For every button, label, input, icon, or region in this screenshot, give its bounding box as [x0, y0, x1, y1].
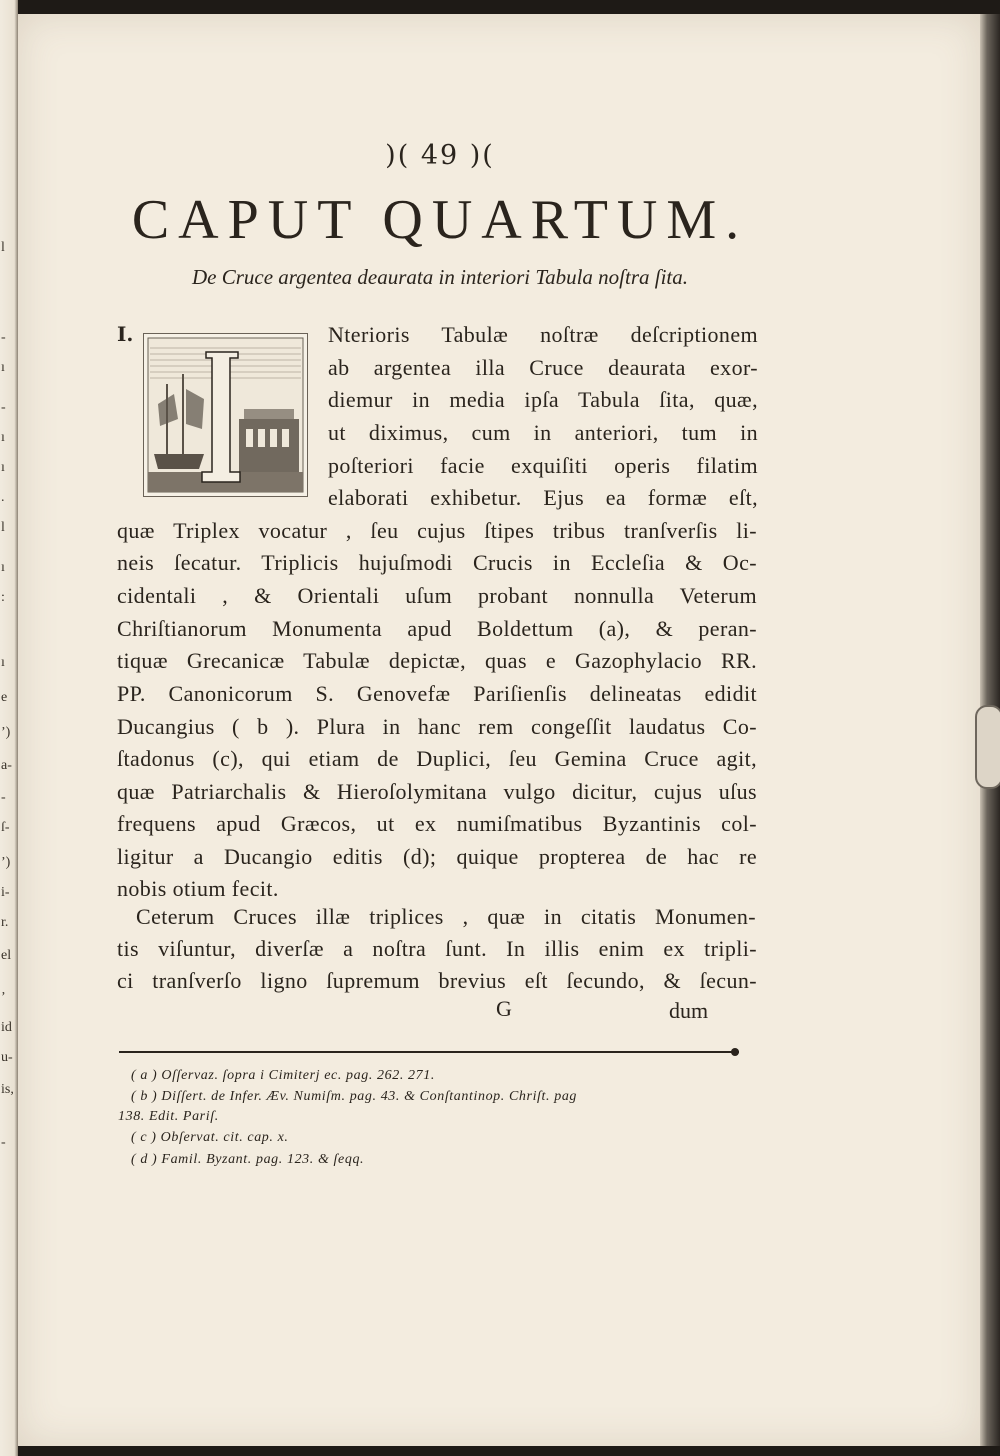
margin-mark: ı [1, 655, 5, 670]
body-line: quæ Patriarchalis & Hieroſolymitana vulgo dicitur, cujus uſus [117, 779, 757, 804]
body-line: cidentali , & Orientali uſum probant nonnulla Veterum [117, 583, 757, 608]
body-line: tis viſuntur, diverſæ a noſtra ſunt. In illis enim ex tripli- [117, 936, 757, 961]
page-number: )( 49 )( [385, 140, 495, 171]
margin-mark: u- [1, 1050, 13, 1065]
margin-mark: ʼ [1, 990, 6, 1005]
body-line: PP. Canonicorum S. Genovefæ Pariſienſis delineatas edidit [117, 681, 757, 706]
margin-mark: - [1, 1135, 6, 1150]
body-line: elaborati exhibetur. Ejus ea formæ eſt, [328, 485, 758, 510]
body-line: poſteriori facie exquiſiti operis filatim [328, 453, 758, 478]
margin-mark: - [1, 400, 6, 415]
margin-mark: id [1, 1020, 12, 1035]
body-line: Chriſtianorum Monumenta apud Boldettum (a), & peran- [117, 616, 757, 641]
body-line: ſtadonus (c), qui etiam de Duplici, ſeu Gemina Cruce agit, [117, 746, 757, 771]
body-line: nobis otium fecit. [117, 876, 279, 901]
body-line: Nterioris Tabulæ noſtræ deſcriptionem [328, 322, 758, 347]
body-line: ligitur a Ducangio editis (d); quique propterea de hac re [117, 844, 757, 869]
margin-mark: - [1, 790, 6, 805]
footnote-line: ( d ) Famil. Byzant. pag. 123. & ſeqq. [131, 1152, 365, 1167]
section-number: I. [117, 322, 134, 346]
chapter-title: CAPUT QUARTUM. [131, 189, 749, 251]
body-line: quæ Triplex vocatur , ſeu cujus ſtipes tribus tranſverſis li- [117, 518, 757, 543]
body-line: ut diximus, cum in anteriori, tum in [328, 420, 758, 445]
margin-mark: ı [1, 360, 5, 375]
engraved-ship-illustration [144, 334, 307, 496]
footnote-rule-end [731, 1048, 739, 1056]
margin-mark: ʼ) [1, 725, 11, 740]
body-line: Ducangius ( b ). Plura in hanc rem congeſſit laudatus Co- [117, 714, 757, 739]
margin-mark: ſ- [1, 820, 10, 835]
margin-mark: - [1, 330, 6, 345]
body-line: tiquæ Grecanicæ Tabulæ depictæ, quas e Gazophylacio RR. [117, 648, 757, 673]
margin-mark: l [1, 240, 5, 255]
margin-mark: i- [1, 885, 10, 900]
footnote-line: ( c ) Obſervat. cit. cap. x. [131, 1130, 289, 1145]
chapter-subtitle: De Cruce argentea deaurata in interiori Tabula noſtra ſita. [191, 265, 689, 289]
body-line: diemur in media ipſa Tabula ſita, quæ, [328, 387, 758, 412]
margin-mark: e [1, 690, 8, 705]
signature-mark: G [496, 996, 512, 1021]
footnote-line: 138. Edit. Pariſ. [118, 1109, 219, 1124]
margin-mark: : [1, 590, 5, 605]
catchword: dum [669, 998, 709, 1023]
margin-mark: ı [1, 430, 5, 445]
margin-mark: ı [1, 560, 5, 575]
margin-mark: a- [1, 758, 12, 773]
body-line: frequens apud Græcos, ut ex numiſmatibus Byzantinis col- [117, 811, 757, 836]
margin-mark: r. [1, 915, 9, 930]
margin-mark: ı [1, 460, 5, 475]
margin-mark: el [1, 948, 12, 963]
footnote-rule [119, 1051, 739, 1053]
footnote-line: ( a ) Oſſervaz. ſopra i Cimiterj ec. pag. 262. 271. [131, 1068, 435, 1083]
margin-mark: . [1, 490, 5, 505]
decorated-initial-I [143, 333, 308, 497]
margin-mark: is, [1, 1082, 14, 1097]
page-clip [975, 705, 1000, 789]
footnote-line: ( b ) Diſſert. de Infer. Æv. Numiſm. pag. 43. & Conſtantinop. Chriſt. pag [131, 1089, 578, 1104]
body-line: ci tranſverſo ligno ſupremum brevius eſt ſecundo, & ſecun- [117, 968, 757, 993]
body-line: Ceterum Cruces illæ triplices , quæ in citatis Monumen- [136, 904, 756, 929]
body-line: neis ſecatur. Triplicis hujuſmodi Crucis in Eccleſia & Oc- [117, 550, 757, 575]
body-line: ab argentea illa Cruce deaurata exor- [328, 355, 758, 380]
margin-mark: ʼ) [1, 855, 11, 870]
margin-mark: l [1, 520, 5, 535]
